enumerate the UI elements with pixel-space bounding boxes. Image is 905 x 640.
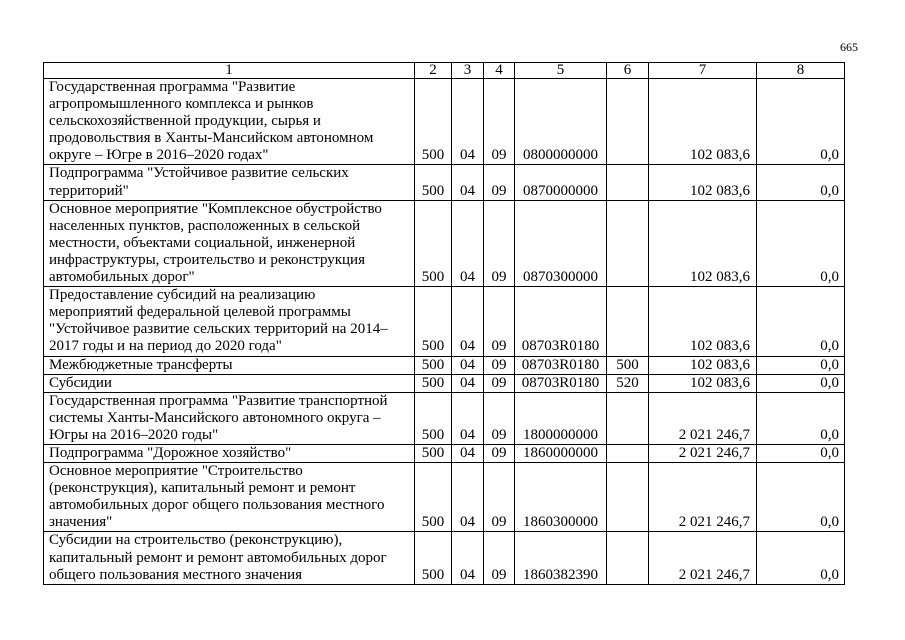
budget-table — [43, 62, 845, 585]
row-description: Субсидии — [44, 374, 415, 392]
col-6-value — [607, 287, 649, 356]
col-3-value: 04 — [452, 374, 484, 392]
col-6-value — [607, 165, 649, 200]
col-5-value: 1800000000 — [515, 392, 607, 444]
col-5-value: 0870300000 — [515, 200, 607, 286]
col-8-value: 0,0 — [757, 463, 845, 532]
header-cell-1: 1 — [44, 63, 415, 79]
header-cell-4: 4 — [484, 63, 515, 79]
row-description: Основное мероприятие "Комплексное обустройство населенных пунктов, расположенных в сельской местности, объектами социальной, инженерной инфраструктуры, строительство и реконструкция автомобильных дорог" — [44, 200, 415, 286]
col-4-value: 09 — [484, 532, 515, 584]
col-7-value: 102 083,6 — [649, 200, 757, 286]
table-row — [44, 463, 845, 532]
row-description: Межбюджетные трансферты — [44, 356, 415, 374]
row-description: Подпрограмма "Устойчивое развитие сельских территорий" — [44, 165, 415, 200]
col-6-value: 520 — [607, 374, 649, 392]
col-7-value: 102 083,6 — [649, 356, 757, 374]
col-4-value: 09 — [484, 463, 515, 532]
col-5-value: 0870000000 — [515, 165, 607, 200]
header-cell-2: 2 — [415, 63, 452, 79]
row-description: Подпрограмма "Дорожное хозяйство" — [44, 444, 415, 462]
col-6-value: 500 — [607, 356, 649, 374]
col-5-value: 08703R0180 — [515, 356, 607, 374]
col-6-value — [607, 79, 649, 165]
col-6-value — [607, 532, 649, 584]
col-7-value: 102 083,6 — [649, 287, 757, 356]
page-number: 665 — [840, 40, 858, 54]
header-cell-7: 7 — [649, 63, 757, 79]
row-description: Государственная программа "Развитие агропромышленного комплекса и рынков сельскохозяйственной продукции, сырья и продовольствия в Ханты-Мансийском автономном округе – Югре в 2016–2020 годах" — [44, 79, 415, 165]
row-description: Государственная программа "Развитие транспортной системы Ханты-Мансийского автономного округа – Югры на 2016–2020 годы" — [44, 392, 415, 444]
header-cell-6: 6 — [607, 63, 649, 79]
col-5-value: 08703R0180 — [515, 287, 607, 356]
table-row — [44, 79, 845, 165]
col-7-value: 102 083,6 — [649, 165, 757, 200]
header-cell-3: 3 — [452, 63, 484, 79]
col-2-value: 500 — [415, 392, 452, 444]
col-5-value: 0800000000 — [515, 79, 607, 165]
col-5-value: 1860382390 — [515, 532, 607, 584]
col-2-value: 500 — [415, 374, 452, 392]
col-2-value: 500 — [415, 463, 452, 532]
col-2-value: 500 — [415, 287, 452, 356]
col-7-value: 2 021 246,7 — [649, 392, 757, 444]
col-3-value: 04 — [452, 532, 484, 584]
col-7-value: 2 021 246,7 — [649, 444, 757, 462]
table-row — [44, 374, 845, 392]
col-2-value: 500 — [415, 444, 452, 462]
col-5-value: 1860300000 — [515, 463, 607, 532]
col-8-value: 0,0 — [757, 165, 845, 200]
col-4-value: 09 — [484, 356, 515, 374]
col-6-value — [607, 463, 649, 532]
col-2-value: 500 — [415, 200, 452, 286]
col-3-value: 04 — [452, 165, 484, 200]
col-8-value: 0,0 — [757, 287, 845, 356]
table-row — [44, 287, 845, 356]
col-6-value — [607, 444, 649, 462]
col-4-value: 09 — [484, 200, 515, 286]
col-4-value: 09 — [484, 392, 515, 444]
col-3-value: 04 — [452, 79, 484, 165]
col-8-value: 0,0 — [757, 200, 845, 286]
col-3-value: 04 — [452, 200, 484, 286]
col-2-value: 500 — [415, 356, 452, 374]
col-8-value: 0,0 — [757, 374, 845, 392]
col-8-value: 0,0 — [757, 392, 845, 444]
row-description: Основное мероприятие "Строительство (реконструкция), капитальный ремонт и ремонт автомобильных дорог общего пользования местного значения" — [44, 463, 415, 532]
col-6-value — [607, 392, 649, 444]
col-6-value — [607, 200, 649, 286]
col-2-value: 500 — [415, 532, 452, 584]
row-description: Субсидии на строительство (реконструкцию), капитальный ремонт и ремонт автомобильных дорог общего пользования местного значения — [44, 532, 415, 584]
col-2-value: 500 — [415, 165, 452, 200]
col-4-value: 09 — [484, 79, 515, 165]
col-7-value: 2 021 246,7 — [649, 532, 757, 584]
header-cell-8: 8 — [757, 63, 845, 79]
col-4-value: 09 — [484, 444, 515, 462]
header-cell-5: 5 — [515, 63, 607, 79]
col-4-value: 09 — [484, 374, 515, 392]
table-row — [44, 200, 845, 286]
col-7-value: 2 021 246,7 — [649, 463, 757, 532]
col-3-value: 04 — [452, 356, 484, 374]
table-row — [44, 532, 845, 584]
table-header-row — [44, 63, 845, 79]
col-5-value: 1860000000 — [515, 444, 607, 462]
col-7-value: 102 083,6 — [649, 79, 757, 165]
table-row — [44, 356, 845, 374]
table-row — [44, 444, 845, 462]
col-8-value: 0,0 — [757, 79, 845, 165]
table-row — [44, 165, 845, 200]
col-8-value: 0,0 — [757, 532, 845, 584]
col-3-value: 04 — [452, 392, 484, 444]
col-3-value: 04 — [452, 287, 484, 356]
col-4-value: 09 — [484, 165, 515, 200]
col-3-value: 04 — [452, 444, 484, 462]
col-2-value: 500 — [415, 79, 452, 165]
col-8-value: 0,0 — [757, 356, 845, 374]
table-row — [44, 392, 845, 444]
col-5-value: 08703R0180 — [515, 374, 607, 392]
col-4-value: 09 — [484, 287, 515, 356]
col-8-value: 0,0 — [757, 444, 845, 462]
col-3-value: 04 — [452, 463, 484, 532]
col-7-value: 102 083,6 — [649, 374, 757, 392]
row-description: Предоставление субсидий на реализацию мероприятий федеральной целевой программы "Устойчивое развитие сельских территорий на 2014– 2017 годы и на период до 2020 года" — [44, 287, 415, 356]
